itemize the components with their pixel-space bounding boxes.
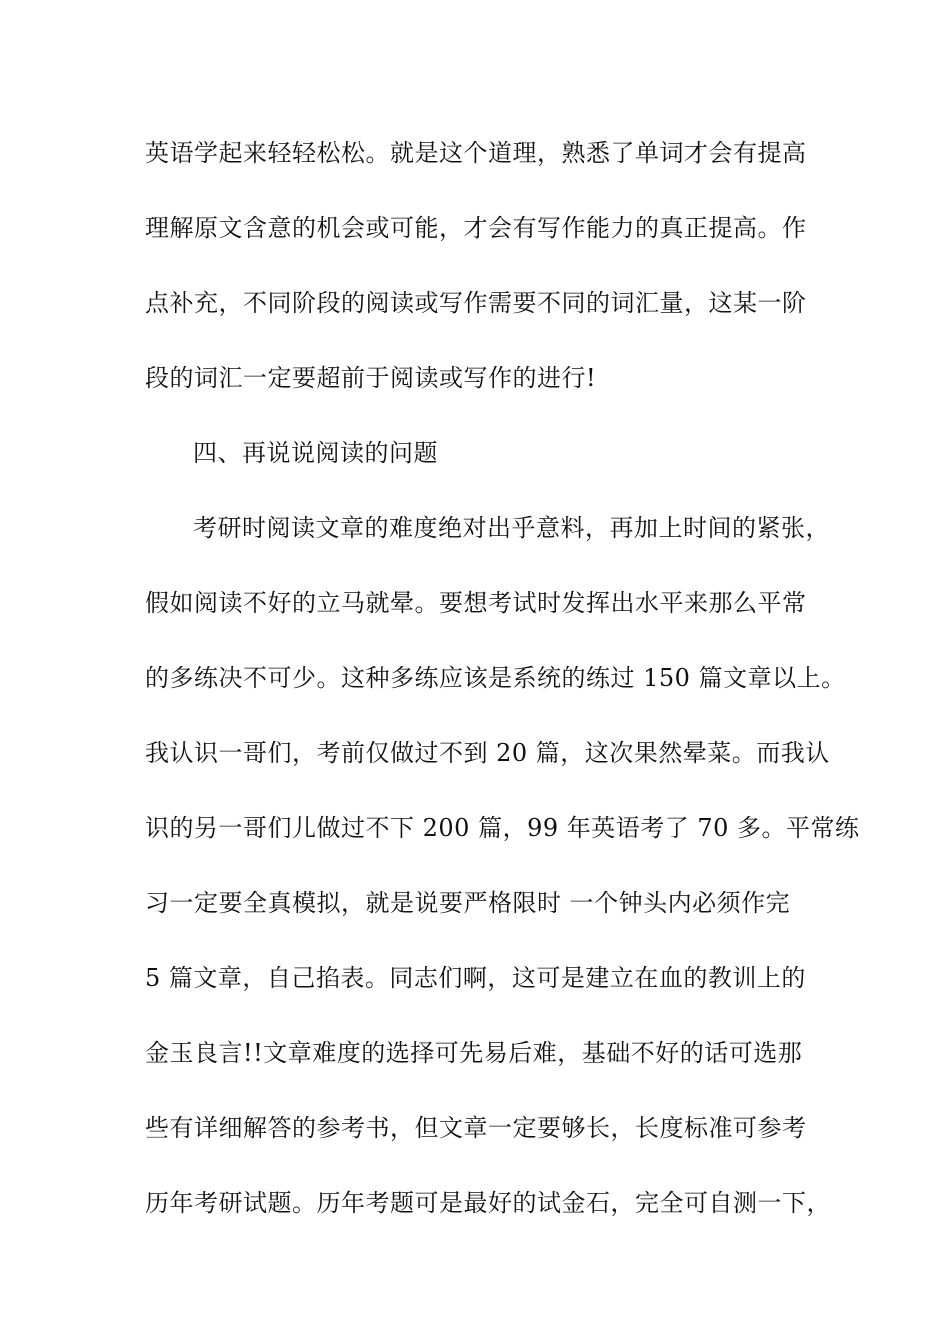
paragraph-line: 些有详细解答的参考书，但文章一定要够长，长度标准可参考 (145, 1114, 807, 1142)
paragraph-line: 5 篇文章，自己掐表。同志们啊，这可是建立在血的教训上的 (145, 964, 806, 992)
paragraph-line: 历年考研试题。历年考题可是最好的试金石，完全可自测一下， (145, 1189, 831, 1217)
paragraph-line: 段的词汇一定要超前于阅读或写作的进行! (145, 364, 597, 392)
paragraph-line: 英语学起来轻轻松松。就是这个道理，熟悉了单词才会有提高 (145, 139, 807, 167)
document-body (145, 128, 860, 1253)
paragraph-line: 理解原文含意的机会或可能，才会有写作能力的真正提高。作 (145, 214, 807, 242)
paragraph-line: 我认识一哥们，考前仅做过不到 20 篇，这次果然晕菜。而我认 (145, 739, 830, 767)
paragraph-line: 点补充，不同阶段的阅读或写作需要不同的词汇量，这某一阶 (145, 289, 807, 317)
paragraph-line: 习一定要全真模拟，就是说要严格限时 一个钟头内必须作完 (145, 889, 791, 917)
paragraph-line: 四、再说说阅读的问题 (193, 439, 438, 467)
paragraph-line: 识的另一哥们儿做过不下 200 篇，99 年英语考了 70 多。平常练 (145, 814, 860, 842)
paragraph-line: 的多练决不可少。这种多练应该是系统的练过 150 篇文章以上。 (145, 664, 846, 692)
paragraph-line: 考研时阅读文章的难度绝对出乎意料，再加上时间的紧张， (193, 514, 830, 542)
paragraph-line: 金玉良言!!文章难度的选择可先易后难，基础不好的话可选那 (145, 1039, 803, 1067)
paragraph-line: 假如阅读不好的立马就晕。要想考试时发挥出水平来那么平常 (145, 589, 807, 617)
